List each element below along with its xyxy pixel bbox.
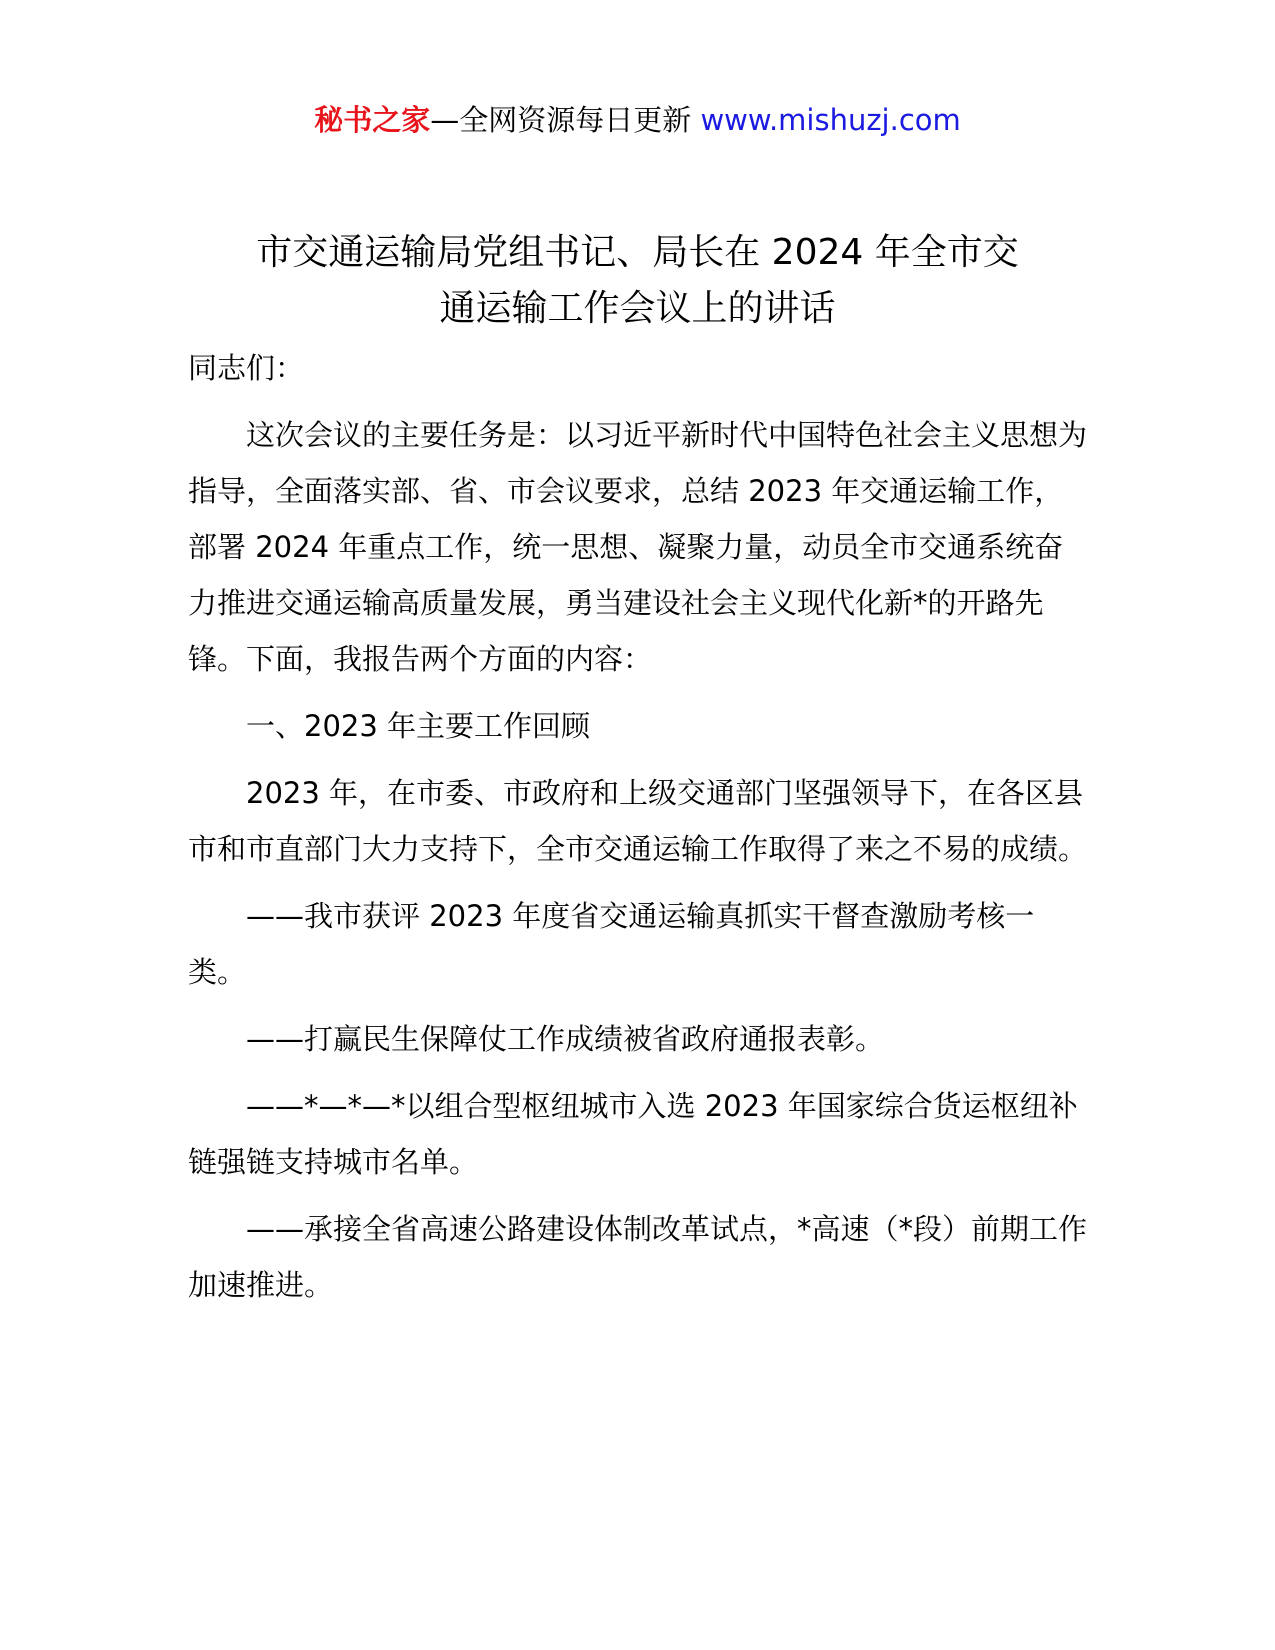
section-heading: 一、2023 年主要工作回顾 — [246, 709, 591, 743]
salutation: 同志们： — [188, 351, 305, 385]
title-line-2: 通运输工作会议上的讲话 — [439, 288, 836, 329]
achievement-item: ——*—*—*以组合型枢纽城市入选 2023 年国家综合货运枢纽补链强链支持城市名单。 — [188, 1089, 1078, 1179]
banner-tagline: —全网资源每日更新 — [430, 103, 692, 137]
site-url-link[interactable]: www.mishuzj.com — [700, 103, 961, 137]
achievement-item: ——我市获评 2023 年度省交通运输真抓实干督查激励考核一类。 — [188, 899, 1035, 989]
document-title — [150, 225, 1125, 337]
achievement-item: ——承接全省高速公路建设体制改革试点，*高速（*段）前期工作加速推进。 — [188, 1212, 1088, 1302]
document-body — [188, 340, 1088, 1324]
title-line-1: 市交通运输局党组书记、局长在 2024 年全市交 — [256, 232, 1019, 273]
brand-name: 秘书之家 — [314, 103, 431, 137]
paragraph-intro: 这次会议的主要任务是：以习近平新时代中国特色社会主义思想为指导，全面落实部、省、市会议要求，总结 2023 年交通运输工作，部署 2024 年重点工作，统一思想、凝聚力量，动员全市交通系统奋力推进交通运输高质量发展，勇当建设社会主义现代化新*的开路先锋。下面，我报告两个方面的内容： — [188, 418, 1088, 676]
achievement-item: ——打赢民生保障仗工作成绩被省政府通报表彰。 — [246, 1022, 885, 1056]
paragraph-summary: 2023 年，在市委、市政府和上级交通部门坚强领导下，在各区县市和市直部门大力支持下，全市交通运输工作取得了来之不易的成绩。 — [188, 776, 1088, 866]
site-banner — [0, 98, 1275, 142]
